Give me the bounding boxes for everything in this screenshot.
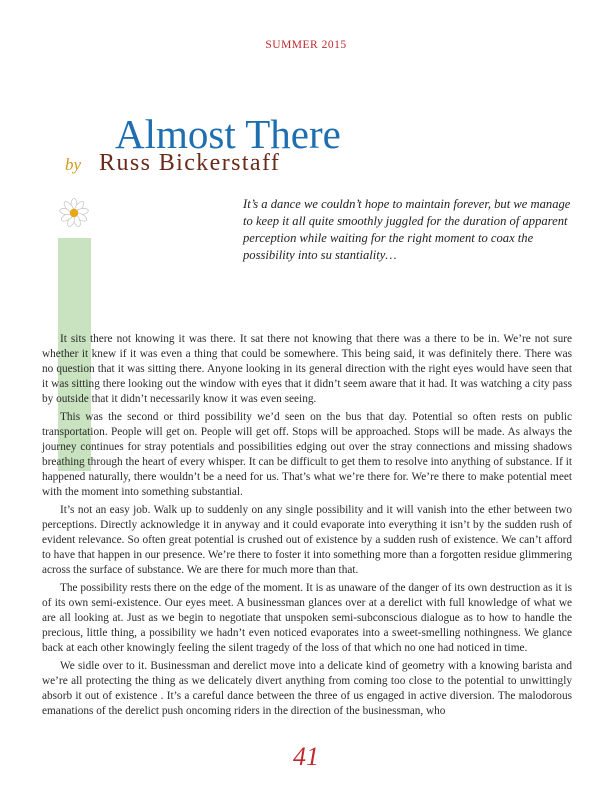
body-paragraph: It’s not an easy job. Walk up to suddenly on any single possibility and it will vanish into the ether between two perceptions. Directly acknowledge it in anyway and it could evaporate into everything it isn’t by the sudden rush of evident relevance. So often great potential is crushed out of existence by a sudden rush of existence. We can’t afford to have that happen in our presence. We’re there to foster it into something more than a forgotten residue glimmering across the surface of substance. We are there for much more than that. (42, 504, 572, 576)
article-intro: It’s a dance we couldn’t hope to maintain forever, but we manage to keep it all quite smoothly juggled for the duration of apparent perception while waiting for the right moment to coax the possibility into su stantiality… (243, 197, 571, 262)
byline-prefix: by (65, 155, 82, 174)
body-paragraph: We sidle over to it. Businessman and derelict move into a delicate kind of geometry with a knowing barista and we’re all protecting the thing as we delicately divert anything from coming too close to the potential to unwittingly absorb it out of existence . It’s a careful dance between the three of us engaged in active diversion. The malodorous emanations of the derelict push oncoming riders in the direction of the businessman, who (42, 660, 572, 717)
issue-header: SUMMER 2015 (265, 39, 347, 51)
page-number: 41 (293, 742, 319, 771)
article-title: Almost There (115, 111, 341, 157)
body-paragraph: This was the second or third possibility we’d seen on the bus that day. Potential so often rests on public transportation. People will get on. People will get off. Stops will be approached. Stops will be made. As always the journey continues for stray potentials and possibilities edging out over the stray connections and missing shadows breathing through the heart of every whisper. It can be difficult to get them to resolve into anything of substance. If it happened naturally, there wouldn’t be a need for us. That’s what we’re there for. We’re there to make potential meet with the moment into something substantial. (42, 411, 572, 498)
daisy-flower-icon (59, 198, 89, 228)
body-paragraph: It sits there not knowing it was there. It sat there not knowing that there was a there to be in. We’re not sure whether it knew if it was even a thing that could be somewhere. This being said, it was definitely there. There was no question that it was sitting there. Anyone looking in its general direction with the right eyes would have seen that it was sitting there looking out the window with eyes that it didn’t seem aware that it had. It was watching a city pass by outside that it didn’t necessarily know it was even seeing. (42, 333, 572, 405)
article-body (42, 332, 572, 722)
author-name: Russ Bickerstaff (99, 150, 281, 176)
body-paragraph: The possibility rests there on the edge of the moment. It is as unaware of the danger of its own destruction as it is of its own semi-existence. Our eyes meet. A businessman glances over at a derelict with full knowledge of what we are all looking at. Just as we begin to negotiate that unspoken semi-subconscious dialogue as to how to handle the precious, little thing, a possibility we hadn’t even noticed evaporates into a sweet-smelling nothingness. We glance back at each other knowingly feeling the silent tragedy of the loss of that which no one had noticed in time. (42, 582, 572, 654)
byline (65, 150, 280, 177)
